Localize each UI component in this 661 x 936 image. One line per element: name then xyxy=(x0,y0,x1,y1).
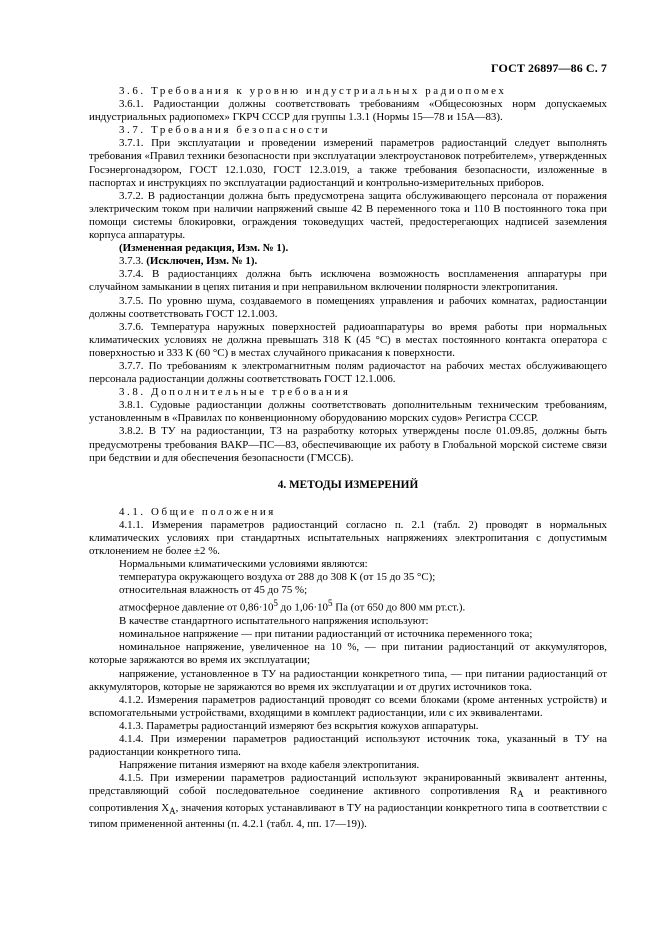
document-body xyxy=(89,85,607,831)
clause-4-1-2: 4.1.2. Измерения параметров радиостанций проводят со всеми блоками (кроме антенных устройств) и вспомогательными устройствами, входящими в комплект радиостанции, или с их эквивалентами. xyxy=(89,693,607,719)
pressure-part-1: атмосферное давление от 0,86·10 xyxy=(119,602,274,615)
standard-voltage-item-1: номинальное напряжение — при питании радиостанций от источника переменного тока; xyxy=(119,628,533,641)
clause-4-1-5-part-1: 4.1.5. При измерении параметров радиостанций используют экранированный эквивалент антенны, представляющий собой последовательное соединение активного сопротивления R xyxy=(89,772,607,798)
clause-4-1-3: 4.1.3. Параметры радиостанций измеряют без вскрытия кожухов аппаратуры. xyxy=(119,719,479,732)
resistance-subscript: A xyxy=(517,789,524,800)
clause-3-7-2: 3.7.2. В радиостанции должна быть предусмотрена защита обслуживающего персонала от поражения электрическим током при наличии напряжений свыше 42 В переменного тока и 110 В постоянного тока при помощи системы блокировки, ограждения токоведущих частей, предостерегающих надписей заземления корпуса аппаратуры. xyxy=(89,189,607,242)
clause-4-1-1: 4.1.1. Измерения параметров радиостанций согласно п. 2.1 (табл. 2) проводят в нормальных климатических условиях при стандартных испытательных напряжениях электропитания с допустимым отклонением не более ±2 %. xyxy=(89,518,607,558)
clause-4-1-5-part-3: , значения которых устанавливают в ТУ на радиостанции конкретного типа в соответствии с типом примененной антенны (п. 4.2.1 (табл. 4, пп. 17—19)). xyxy=(89,801,607,830)
pressure-part-3: Па (от 650 до 800 мм рт.ст.). xyxy=(332,602,466,615)
normal-conditions-humidity: относительная влажность от 45 до 75 %; xyxy=(119,584,308,597)
clause-4-1-5-part-2: и реактивного сопротивления X xyxy=(89,785,608,814)
page-header: ГОСТ 26897—86 С. 7 xyxy=(491,61,607,75)
normal-conditions-intro: Нормальными климатическими условиями являются: xyxy=(119,558,368,571)
clause-3-7-3-number: 3.7.3. xyxy=(119,255,144,268)
clause-3-8-1: 3.8.1. Судовые радиостанции должны соответствовать дополнительным техническим требованиям, установленным в «Правилах по конвенционному оборудованию морских судов» Регистра СССР. xyxy=(89,399,607,425)
clause-3-8-2: 3.8.2. В ТУ на радиостанции, ТЗ на разработку которых утверждены после 01.09.85, должны быть предусмотрены требования ВАКР—ПС—83, обеспечивающие их работу в Глобальной морской системе связи при бедствии и для обеспечения безопасности (ГМССБ). xyxy=(89,425,607,464)
clause-3-6-title: 3.6. Требования к уровню индустриальных радиопомех xyxy=(119,85,507,97)
clause-3-7-title: 3.7. Требования безопасности xyxy=(119,124,331,137)
clause-4-1-4-supply: Напряжение питания измеряют на входе кабеля электропитания. xyxy=(119,759,420,772)
standard-voltage-item-2: номинальное напряжение, увеличенное на 10 %, — при питании радиостанций от аккумуляторов, которые заряжаются во время их эксплуатации; xyxy=(89,641,607,667)
normal-conditions-temperature: температура окружающего воздуха от 288 до 308 К (от 15 до 35 °С); xyxy=(119,571,436,584)
clause-3-7-3-text: (Исключен, Изм. № 1). xyxy=(146,255,258,268)
clause-3-8-title: 3.8. Дополнительные требования xyxy=(119,386,351,399)
clause-4-1-title: 4.1. Общие положения xyxy=(119,505,276,518)
standard-voltage-item-3: напряжение, установленное в ТУ на радиостанции конкретного типа, — при питании радиостанций от аккумуляторов, которые не заряжаются во время их эксплуатации и от других источников тока. xyxy=(89,667,607,693)
normal-conditions-pressure xyxy=(89,597,607,615)
pressure-part-2: до 1,06·10 xyxy=(277,602,328,615)
clause-3-6-1: 3.6.1. Радиостанции должны соответствовать требованиям «Общесоюзных норм допускаемых индустриальных радиопомех» ГКРЧ СССР для группы 1.3.1 (Нормы 15—78 и 15А—83). xyxy=(89,98,607,124)
clause-3-7-6: 3.7.6. Температура наружных поверхностей радиоаппаратуры во время работы при нормальных климатических условиях не должна превышать 318 К (45 °С) в местах постоянного контакта оператора с поверхностью и 333 К (60 °С) в местах случайного прикасания к поверхности. xyxy=(89,320,607,359)
clause-3-7-7: 3.7.7. По требованиям к электромагнитным полям радиочастот на рабочих местах обслуживающего персонала радиостанции должны соответствовать ГОСТ 12.1.006. xyxy=(89,359,607,386)
pressure-exponent-2: 5 xyxy=(327,598,333,609)
section-4-title: 4. МЕТОДЫ ИЗМЕРЕНИЙ xyxy=(277,478,419,491)
clause-3-7-5: 3.7.5. По уровню шума, создаваемого в помещениях управления и рабочих комнатах, радиостанции должны соответствовать ГОСТ 12.1.003. xyxy=(89,294,607,320)
clause-3-7-3 xyxy=(89,255,607,268)
standard-voltage-intro: В качестве стандартного испытательного напряжения используют: xyxy=(119,615,429,628)
clause-4-1-4: 4.1.4. При измерении параметров радиостанций используют источник тока, указанный в ТУ на радиостанции конкретного типа. xyxy=(89,733,607,759)
clause-3-7-4: 3.7.4. В радиостанциях должна быть исключена возможность воспламенения аппаратуры при случайном замыкании в цепях питания и при неправильном включении полярности электропитания. xyxy=(89,268,607,294)
clause-4-1-5 xyxy=(89,772,607,831)
pressure-exponent-1: 5 xyxy=(273,598,278,609)
clause-3-7-1: 3.7.1. При эксплуатации и проведении измерений параметров радиостанций следует выполнять требования «Правил техники безопасности при эксплуатации электроустановок потребителем», утвержденных Госэнергонадзором, ГОСТ 12.1.030, ГОСТ 12.3.019, а также требования безопасности, изложенные в паспортах и инструкциях по эксплуатации радиостанций и контрольно-измерительных приборов. xyxy=(89,137,607,189)
reactance-subscript: A xyxy=(169,805,176,816)
amendment-note: (Измененная редакция, Изм. № 1). xyxy=(119,242,289,255)
